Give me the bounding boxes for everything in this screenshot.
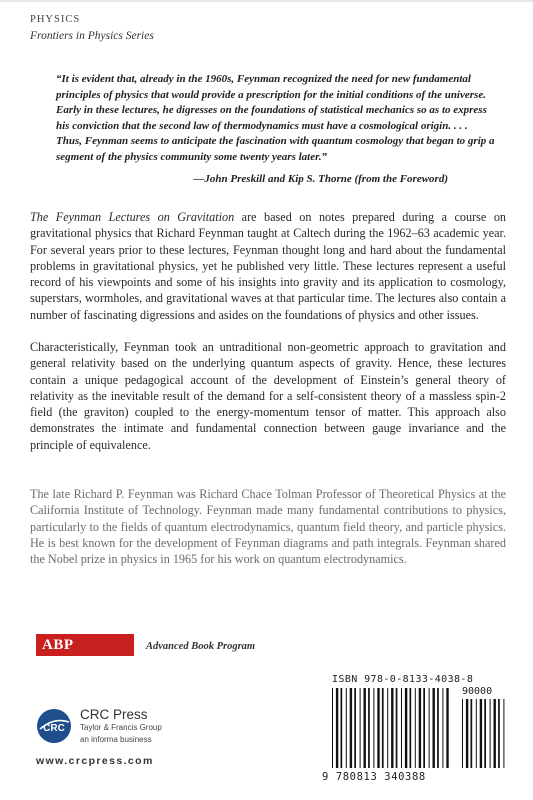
publisher-name: CRC Press xyxy=(80,707,148,722)
paragraph-1-text: are based on notes prepared during a course on gravitational physics that Richard Feynman taught at Caltech during the 1962–63 academic year. For several years prior to these lectures, Feynman thought long and hard about the fundamental problems in gravitational physics, yet he published very little. These lectures represent a useful record of his viewpoints and some of his insights into gravity and its application to cosmology, superstars, wormholes, and gravitational waves at that particular time. The lectures also contain a number of fascinating digressions and asides on the foundations of physics and other issues. xyxy=(30,210,507,322)
barcode-bar xyxy=(332,688,333,768)
barcode-bar xyxy=(401,688,402,768)
crc-logo-text: CRC xyxy=(43,723,65,734)
barcode-bar xyxy=(437,688,439,768)
barcode-bar xyxy=(377,688,379,768)
foreword-quote: “It is evident that, already in the 1960s, Feynman recognized the need for new fundamental principles of physics that would provide a prescription for the initial conditions of the universe. Early in these lectures, he digresses on the foundations of statistical mechanics so as to express his conviction that the second law of thermodynamics must have a cosmological origin. . . . Thus, Feynman seems to anticipate the fascination with quantum cosmology that began to grip a segment of the physics community some twenty years later.” xyxy=(56,73,495,163)
barcode-bar xyxy=(387,688,388,768)
book-title: The Feynman Lectures on Gravitation xyxy=(30,210,235,224)
addon-barcode-bar xyxy=(480,699,482,768)
addon-barcode-bar xyxy=(462,699,463,768)
barcode-digits: 9 780813 340388 xyxy=(322,771,426,783)
price-code: 90000 xyxy=(462,686,493,697)
barcode-bar xyxy=(382,688,384,768)
publisher-group: Taylor & Francis Group xyxy=(80,723,162,732)
addon-barcode-bar xyxy=(471,699,473,768)
publisher-url[interactable]: www.crcpress.com xyxy=(36,755,154,767)
barcode-bar xyxy=(446,688,448,768)
barcode-bar xyxy=(346,688,347,768)
barcode-bar xyxy=(373,688,374,768)
publisher-business: an informa business xyxy=(80,735,152,744)
barcode-bar xyxy=(423,688,425,768)
barcode-bar xyxy=(364,688,366,768)
barcode-bar xyxy=(341,688,343,768)
addon-barcode xyxy=(462,699,506,768)
crc-press-logo-icon xyxy=(36,708,72,744)
addon-barcode-bar xyxy=(494,699,496,768)
isbn-text: ISBN 978-0-8133-4038-8 xyxy=(332,674,474,685)
abp-label: Advanced Book Program xyxy=(146,641,256,652)
barcode-bar xyxy=(396,688,398,768)
barcode-bar xyxy=(442,688,443,768)
addon-barcode-bar xyxy=(476,699,477,768)
barcode-bar xyxy=(354,688,356,768)
series-name: Frontiers in Physics Series xyxy=(30,30,154,42)
barcode-bar xyxy=(391,688,393,768)
page-top-edge xyxy=(0,0,533,2)
barcode-bar xyxy=(415,688,416,768)
addon-barcode-bar xyxy=(503,699,504,768)
barcode-bar xyxy=(360,688,361,768)
addon-barcode-bar xyxy=(484,699,486,768)
description-paragraph-1 xyxy=(30,209,506,323)
series-label: PHYSICS xyxy=(30,14,81,25)
barcode-bar xyxy=(429,688,430,768)
barcode-bar xyxy=(336,688,338,768)
barcode-bar xyxy=(368,688,370,768)
barcode-bar xyxy=(405,688,407,768)
barcode-bar xyxy=(419,688,421,768)
addon-barcode-bar xyxy=(490,699,491,768)
barcode-bar xyxy=(350,688,352,768)
abp-logo: ABP xyxy=(36,634,134,656)
addon-barcode-bar xyxy=(466,699,468,768)
barcode-bar xyxy=(433,688,435,768)
description-paragraph-2: Characteristically, Feynman took an untraditional non-geometric approach to gravitation and general relativity based on the underlying quantum aspects of gravity. Hence, these lectures contain a unique pedagogical account of the development of Einstein’s general theory of relativity as the inevitable result of the demand for a self-consistent theory of a massless spin-2 field (the graviton) coupled to the energy-momentum tensor of matter. This approach also demonstrates the intimate and fundamental connection between gauge invariance and the principle of equivalence. xyxy=(30,340,506,452)
author-bio-paragraph: The late Richard P. Feynman was Richard Chace Tolman Professor of Theoretical Physics at the California Institute of Technology. Feynman made many fundamental contributions to physics, particularly to the fields of quantum electrodynamics, quantum field theory, and particle physics. He is best known for the development of Feynman diagrams and path integrals. Feynman shared the Nobel prize in physics in 1965 for his work on quantum electrodynamics. xyxy=(30,487,506,567)
quote-attribution: —John Preskill and Kip S. Thorne (from the Foreword) xyxy=(193,173,448,185)
barcode-bar xyxy=(410,688,412,768)
ean-barcode xyxy=(332,688,450,768)
addon-barcode-bar xyxy=(498,699,500,768)
